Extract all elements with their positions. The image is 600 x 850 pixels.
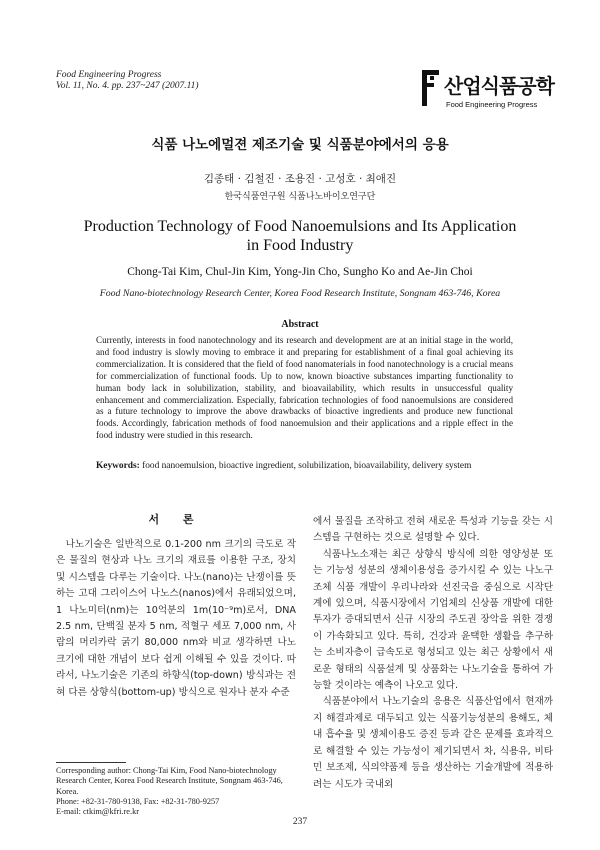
korean-authors: 김종태 · 김철진 · 조용진 · 고성호 · 최애진 [203,173,397,185]
journal-logo-korean: 산업식품공학 [444,74,554,98]
keywords-label: Keywords: [96,461,140,471]
keywords [96,461,536,471]
footnote-divider [56,762,126,763]
journal-issue: Vol. 11, No. 4. pp. 237~247 (2007.11) [56,81,199,91]
intro-paragraph-2: 식품나노소재는 최근 상향식 방식에 의한 영양성분 또는 기능성 성분의 생체이용성을 증가시킬 수 있는 나노구조체 식품 개발이 우리나라와 선진국을 중심으로 시작단계에 있으며, 식품시장에서 기업체의 신상품 개발에 대한 투자가 증대되면서 신규 시장의 주도권 장악을 위한 경쟁이 가속화되고 있다. 특히, 건강과 윤택한 생활을 추구하는 소비자층이 급속도로 형성되고 있는 최근 상황에서 새로운 형태의 식품설계 및 상품화는 나노기술을 통하여 가능할 것이라는 예측이 나오고 있다. [313,548,553,692]
journal-name: Food Engineering Progress [56,70,162,80]
page-number: 237 [292,817,308,827]
abstract-body: Currently, interests in food nanotechnology and its research and development are at an initial stage in the world, and food industry is slowly moving to embrace it and preparing for establishment of a final goal achieving its commercialization. It is considered that the field of food nanomaterials in food nanotechnology is a crucial means for commercialization of functional foods. Up to now, known bioactive substances imparting functionality to human body lack in solubilization, stability, and bioavailability, which results in unsuccessful quality enhancement and commercialization. Especially, fabrication technologies of food nanoemulsions are considered as a future technology to improve the above drawbacks of bioactive ingredients and produce new functional foods. Accordingly, fabrication methods of food nanoemulsion and their applications and a ripple effect in the food industry were studied in this research. [96,335,513,441]
footnote-phone-fax: Phone: +82-31-780-9138, Fax: +82-31-780-9257 [56,796,220,806]
korean-title: 식품 나노에멀젼 제조기술 및 식품분야에서의 응용 [151,137,449,153]
footnote [56,766,296,817]
english-affiliation: Food Nano-biotechnology Research Center, Korea Food Research Institute, Songnam 463-746, Korea [99,288,501,299]
left-column [56,537,296,701]
journal-logo [420,68,555,120]
footnote-email: E-mail: ctkim@kfri.re.kr [56,807,139,817]
intro-paragraph: 나노기술은 일반적으로 0.1-200 nm 크기의 극도로 작은 물질의 현상과 나노 크기의 재료를 이용한 구조, 장치 및 시스템을 다루는 기술이다. 나노(nano)는 난쟁이를 뜻하는 고대 그리이스어 나노스(nanos)에서 유래되었으며, 1 나노미터(nm)는 10억분의 1m(10⁻⁹m)로서, DNA 2.5 nm, 단백질 분자 5 nm, 적혈구 세포 7,000 nm, 사람의 머리카락 굵기 80,000 nm와 비교 생각하면 나노 크기에 대한 개념이 보다 쉽게 이해될 수 있을 것이다. 따라서, 나노기술은 기존의 하향식(top-down) 방식과는 전혀 다른 상향식(bottom-up) 방식으로 원자나 분자 수준 [56,539,296,698]
english-title: Production Technology of Food Nanoemulsions and Its Application in Food Industry [83,218,517,254]
intro-paragraph-3: 식품분야에서 나노기술의 응용은 식품산업에서 현재까지 해결과제로 대두되고 있는 식품기능성분의 용해도, 체내 흡수율 및 생체이용도 증진 등과 같은 문제를 효과적으로 해결할 수 있는 가능성이 제기되면서 차, 식용유, 비타민 보조제, 식의약품제 등을 생산하는 기술개발에 적용하려는 시도가 국내외 [313,696,553,790]
right-column [313,514,553,793]
english-authors: Chong-Tai Kim, Chul-Jin Kim, Yong-Jin Cho, Sungho Ko and Ae-Jin Choi [127,266,473,278]
footnote-corresponding-author: Corresponding author: Chong-Tai Kim, Food Nano-biotechnology Research Center, Korea Food Research Institute, Songnam 463-746, Korea. [56,766,283,796]
section-heading-introduction: 서 론 [148,513,204,526]
journal-logo-english: Food Engineering Progress [446,100,538,109]
korean-affiliation: 한국식품연구원 식품나노바이오연구단 [224,192,376,202]
journal-logo-mark-icon [420,68,442,108]
abstract-heading: Abstract [281,319,319,330]
journal-header [56,70,199,92]
keywords-text: food nanoemulsion, bioactive ingredient, solubilization, bioavailability, delivery system [142,461,472,471]
intro-paragraph-continued: 에서 물질을 조작하고 전혀 새로운 특성과 기능을 갖는 시스템을 구현하는 것으로 설명할 수 있다. [313,516,553,544]
